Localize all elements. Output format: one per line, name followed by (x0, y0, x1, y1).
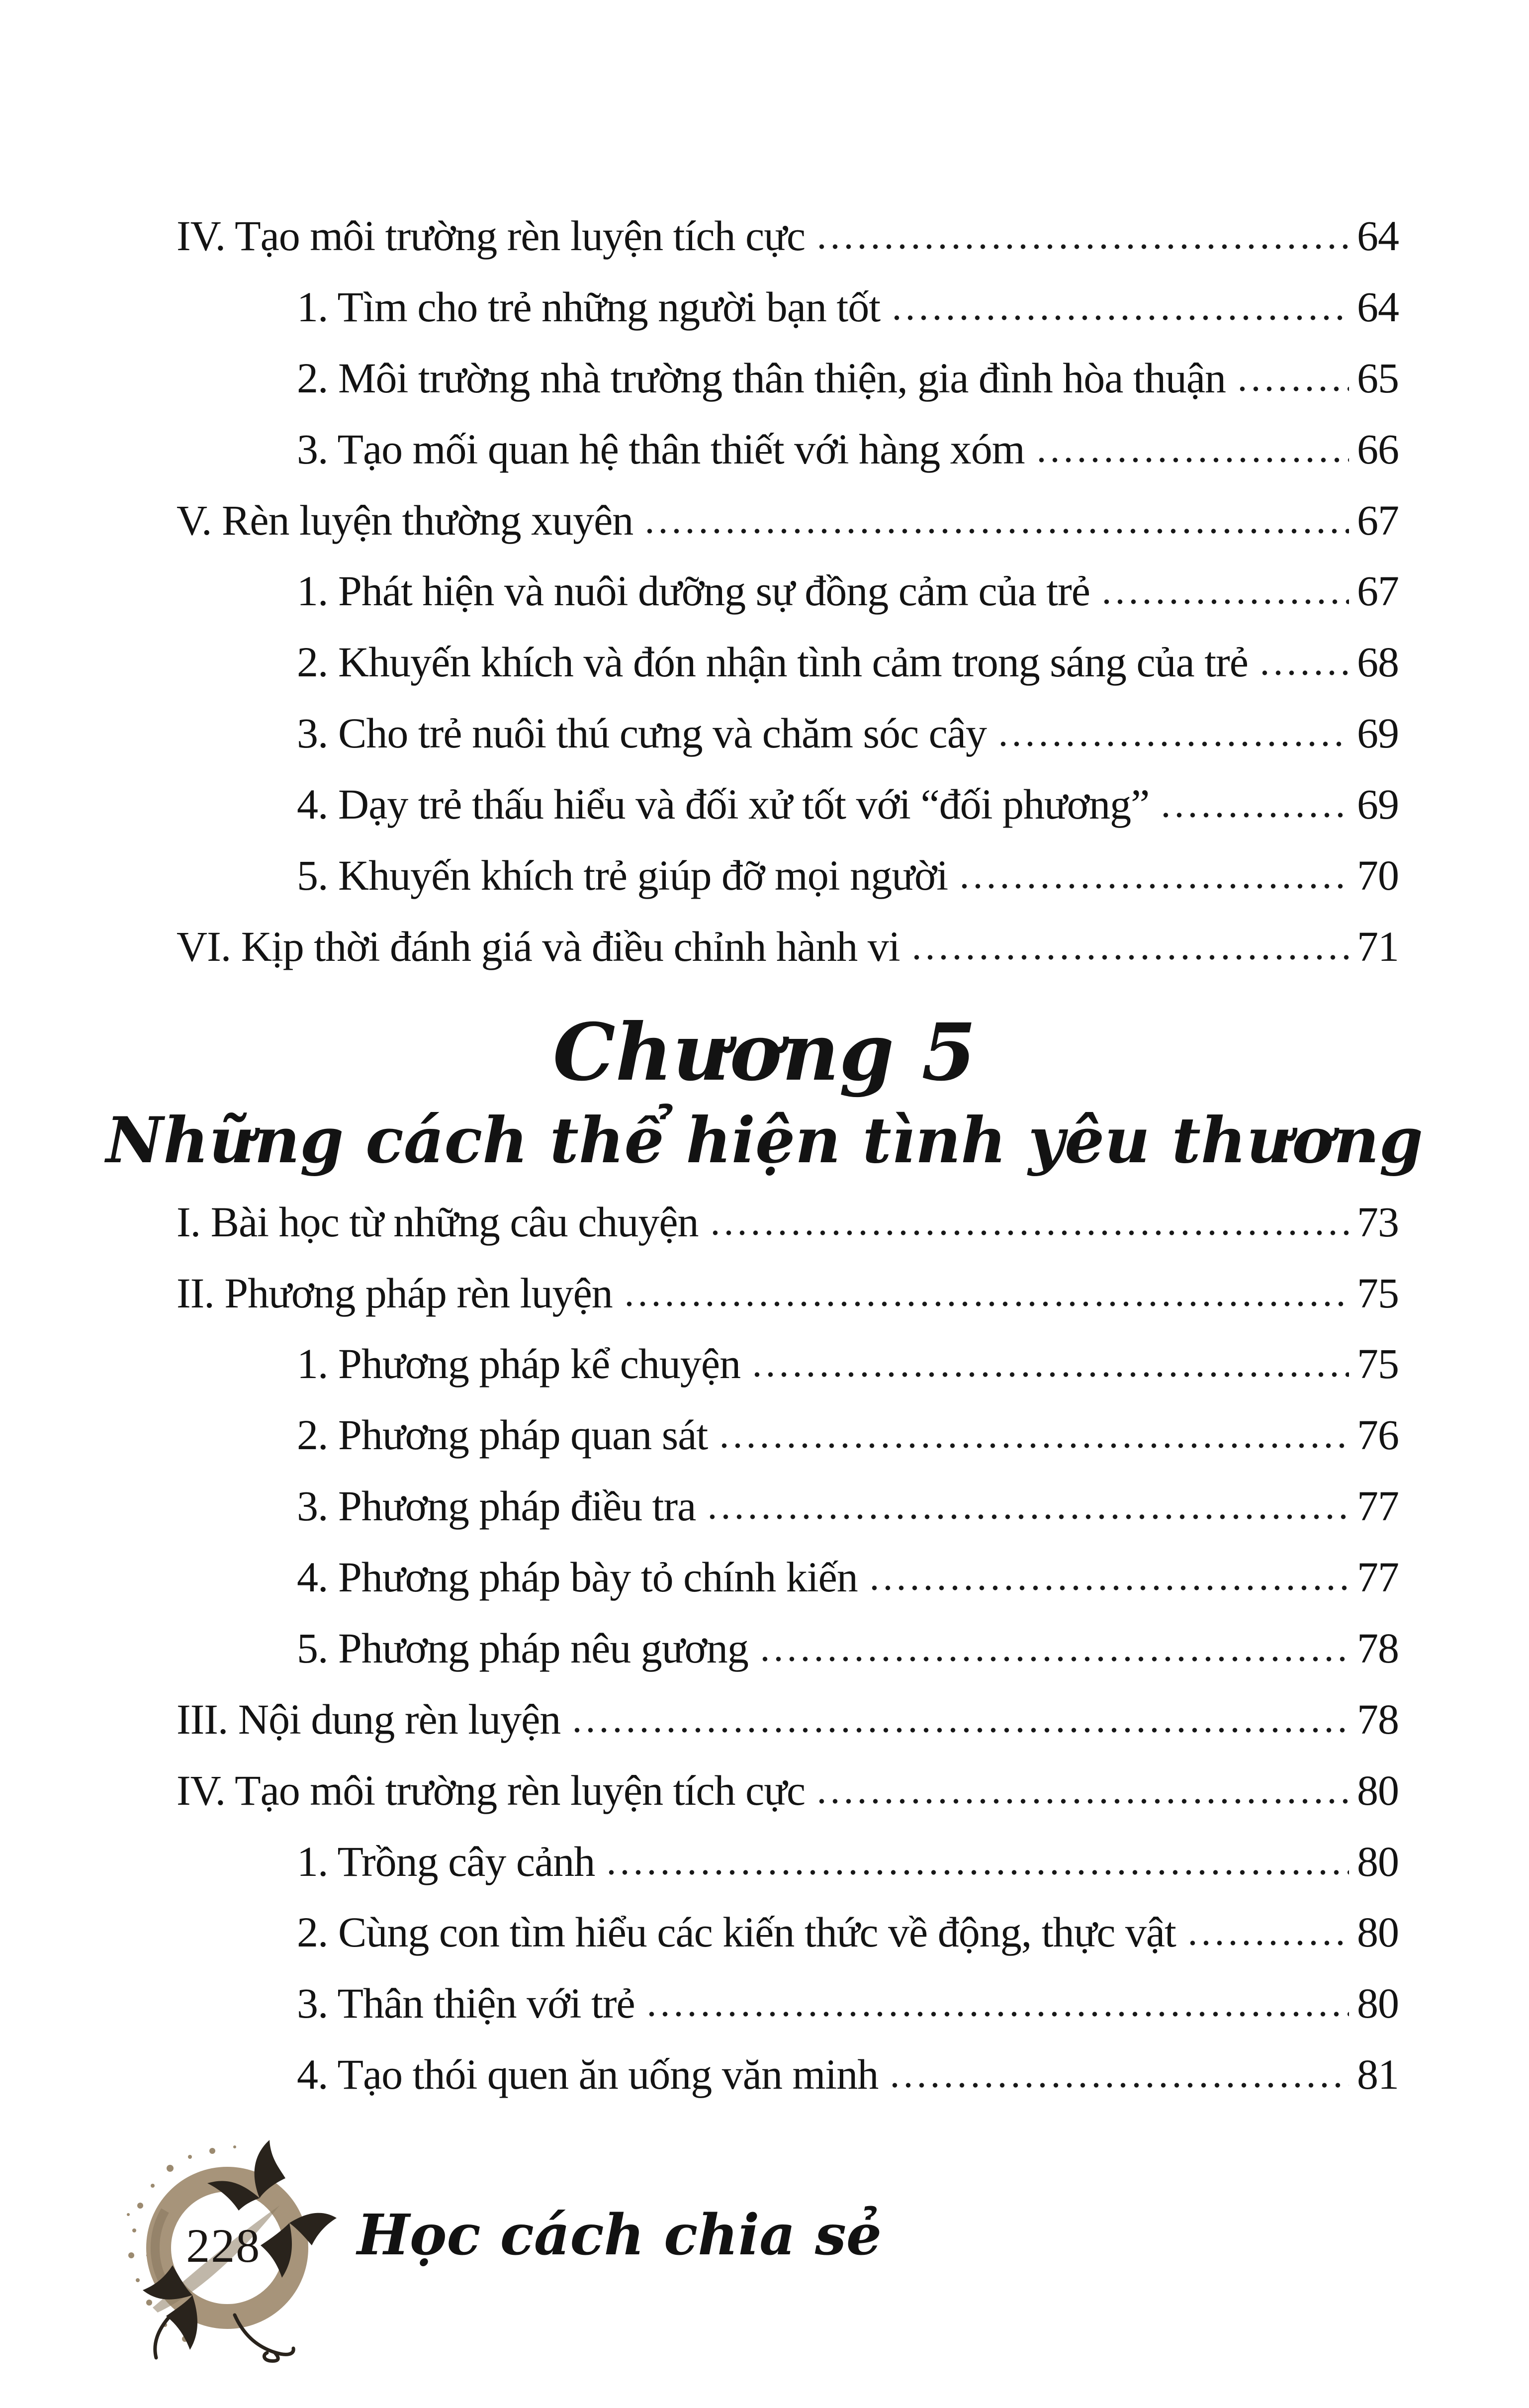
dot-leader (890, 314, 1349, 321)
toc-row (177, 639, 1399, 685)
toc-item-label: IV. Tạo môi trường rèn luyện tích cực (177, 1766, 806, 1814)
toc-item-label: I. Bài học từ những câu chuyện (177, 1198, 699, 1246)
toc-item-label: 1. Phát hiện và nuôi dưỡng sự đồng cảm của trẻ (297, 567, 1090, 615)
toc-page-number: 64 (1357, 212, 1399, 260)
toc-page-number: 69 (1357, 780, 1399, 828)
toc-row (177, 781, 1399, 828)
toc-page-number: 75 (1357, 1269, 1399, 1317)
toc-item-label: 1. Phương pháp kể chuyện (297, 1340, 741, 1388)
toc-row (177, 1341, 1399, 1387)
toc-row (177, 1980, 1399, 2027)
page-number: 228 (186, 2219, 261, 2273)
toc-page-number: 69 (1357, 709, 1399, 757)
toc-row (177, 2051, 1399, 2098)
dot-leader (1236, 385, 1349, 392)
toc-row (177, 426, 1399, 472)
dot-leader (888, 2082, 1349, 2089)
toc-row (177, 1554, 1399, 1600)
toc-item-label: 4. Tạo thói quen ăn uống văn minh (297, 2050, 879, 2099)
dot-leader (1186, 1940, 1349, 1946)
toc-page-number: 78 (1357, 1624, 1399, 1672)
toc-item-label: 5. Khuyến khích trẻ giúp đỡ mọi người (297, 851, 948, 899)
dot-leader (706, 1513, 1349, 1520)
toc-item-label: 5. Phương pháp nêu gương (297, 1624, 748, 1672)
toc-row (177, 1270, 1399, 1316)
toc-row (177, 852, 1399, 899)
toc-page-number: 65 (1357, 354, 1399, 402)
dot-leader (605, 1869, 1349, 1876)
toc-item-label: 1. Trồng cây cảnh (297, 1837, 595, 1885)
toc-item-label: IV. Tạo môi trường rèn luyện tích cực (177, 212, 806, 260)
dot-leader (623, 1300, 1349, 1307)
toc-row (177, 1199, 1399, 1245)
toc-page-number: 67 (1357, 567, 1399, 615)
dot-leader (996, 741, 1349, 747)
toc-item-label: 3. Tạo mối quan hệ thân thiết với hàng xóm (297, 425, 1025, 473)
dot-leader (718, 1442, 1349, 1449)
toc-row (177, 213, 1399, 259)
dot-leader (645, 2011, 1349, 2018)
toc-page-number: 64 (1357, 282, 1399, 331)
toc-item-label: 2. Phương pháp quan sát (297, 1411, 708, 1459)
table-of-contents-part-2 (177, 1199, 1399, 2098)
toc-page-number: 77 (1357, 1553, 1399, 1601)
toc-page-number: 80 (1357, 1908, 1399, 1956)
dot-leader (1100, 598, 1349, 605)
toc-page-number: 80 (1357, 1979, 1399, 2028)
toc-page-number: 78 (1357, 1695, 1399, 1743)
dot-leader (815, 243, 1349, 250)
toc-page-number: 80 (1357, 1766, 1399, 1814)
toc-row (177, 1767, 1399, 1814)
table-of-contents-part-1 (177, 0, 1399, 970)
book-title: Học cách chia sẻ (357, 2202, 882, 2268)
toc-page-number: 76 (1357, 1411, 1399, 1459)
dot-leader (958, 883, 1349, 890)
toc-page-number: 67 (1357, 496, 1399, 544)
toc-page-number: 77 (1357, 1482, 1399, 1530)
dot-leader (709, 1229, 1349, 1236)
toc-page-number: 81 (1357, 2050, 1399, 2099)
chapter-title: Những cách thể hiện tình yêu thương (106, 1103, 1423, 1177)
toc-row (177, 355, 1399, 401)
toc-row (177, 1625, 1399, 1671)
chapter-heading (0, 1006, 1529, 1177)
toc-page-number: 70 (1357, 851, 1399, 899)
toc-item-label: 1. Tìm cho trẻ những người bạn tốt (297, 282, 881, 331)
toc-row (177, 1909, 1399, 1955)
dot-leader (570, 1727, 1349, 1734)
toc-item-label: 3. Phương pháp điều tra (297, 1482, 696, 1530)
toc-item-label: 2. Khuyến khích và đón nhận tình cảm trong sáng của trẻ (297, 638, 1248, 686)
toc-row (177, 284, 1399, 330)
toc-page-number: 80 (1357, 1837, 1399, 1885)
toc-row (177, 1839, 1399, 1885)
toc-item-label: 4. Dạy trẻ thấu hiểu và đối xử tốt với “đối phương” (297, 780, 1150, 828)
toc-item-label: 3. Thân thiện với trẻ (297, 1979, 635, 2028)
dot-leader (1258, 669, 1349, 676)
page-footer (110, 2131, 882, 2365)
toc-row (177, 568, 1399, 614)
toc-item-label: V. Rèn luyện thường xuyên (177, 496, 633, 544)
toc-page-number: 75 (1357, 1340, 1399, 1388)
toc-row (177, 1483, 1399, 1529)
toc-item-label: II. Phương pháp rèn luyện (177, 1269, 613, 1317)
toc-page-number: 71 (1357, 922, 1399, 970)
dot-leader (750, 1371, 1349, 1378)
toc-item-label: 4. Phương pháp bày tỏ chính kiến (297, 1553, 858, 1601)
toc-item-label: III. Nội dung rèn luyện (177, 1695, 561, 1743)
dot-leader (643, 528, 1349, 535)
dot-leader (1159, 812, 1349, 819)
toc-page-number: 73 (1357, 1198, 1399, 1246)
floral-wreath-ornament (110, 2131, 344, 2365)
toc-row (177, 924, 1399, 970)
toc-page-number: 68 (1357, 638, 1399, 686)
toc-item-label: 2. Môi trường nhà trường thân thiện, gia đình hòa thuận (297, 354, 1226, 402)
dot-leader (868, 1584, 1349, 1591)
toc-item-label: VI. Kịp thời đánh giá và điều chỉnh hành vi (177, 922, 900, 970)
toc-row (177, 1696, 1399, 1743)
dot-leader (815, 1798, 1349, 1805)
toc-page-number: 66 (1357, 425, 1399, 473)
toc-row (177, 497, 1399, 544)
dot-leader (758, 1656, 1349, 1663)
toc-item-label: 3. Cho trẻ nuôi thú cưng và chăm sóc cây (297, 709, 987, 757)
dot-leader (910, 954, 1349, 961)
toc-row (177, 710, 1399, 756)
toc-item-label: 2. Cùng con tìm hiểu các kiến thức về động, thực vật (297, 1908, 1176, 1956)
chapter-number: Chương 5 (552, 1006, 977, 1099)
dot-leader (1035, 457, 1349, 463)
toc-row (177, 1412, 1399, 1458)
